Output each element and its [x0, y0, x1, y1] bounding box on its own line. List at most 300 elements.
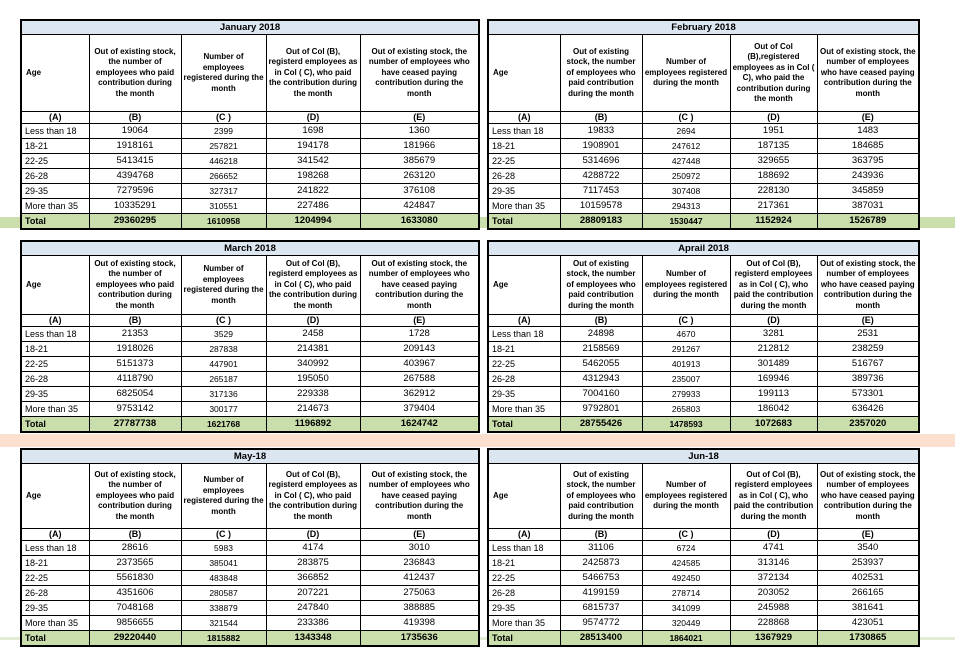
header-col-e: [817, 464, 919, 529]
value-cell: 376108: [360, 184, 479, 199]
value-cell: 385041: [181, 556, 266, 571]
column-letter-a: (A): [21, 315, 89, 327]
column-letter-b: (B): [89, 315, 181, 327]
header-age: [488, 464, 560, 529]
total-value: 27787738: [89, 417, 181, 433]
value-cell: 228130: [730, 184, 817, 199]
value-cell: 3540: [817, 541, 919, 556]
total-value: 28755426: [560, 417, 642, 433]
value-cell: 389736: [817, 372, 919, 387]
value-cell: 229338: [266, 387, 360, 402]
value-cell: 250972: [642, 169, 730, 184]
value-cell: 235007: [642, 372, 730, 387]
header-text: Number of employees registered during the month: [183, 475, 264, 516]
value-cell: 194178: [266, 139, 360, 154]
value-cell: 3281: [730, 327, 817, 342]
column-letter-a: (A): [488, 315, 560, 327]
value-cell: 228868: [730, 616, 817, 631]
header-age: [488, 256, 560, 315]
header-col-b: [560, 256, 642, 315]
age-cell: 26-28: [488, 169, 560, 184]
header-col-e: [360, 464, 479, 529]
table-may-18: [20, 448, 480, 647]
header-col-d: [730, 464, 817, 529]
header-col-d: [730, 35, 817, 112]
column-letter-e: (E): [360, 315, 479, 327]
value-cell: 19833: [560, 124, 642, 139]
total-value: 29360295: [89, 214, 181, 230]
value-cell: 2458: [266, 327, 360, 342]
value-cell: 1918026: [89, 342, 181, 357]
total-value: 1610958: [181, 214, 266, 230]
age-cell: 18-21: [21, 139, 89, 154]
header-col-b: [89, 256, 181, 315]
header-text: Out of existing stock, the number of employees who have ceased paying contribution during the month: [819, 469, 916, 521]
total-value: 1815882: [181, 631, 266, 647]
value-cell: 3529: [181, 327, 266, 342]
age-cell: More than 35: [21, 199, 89, 214]
total-label: Total: [488, 631, 560, 647]
header-text: Out of existing stock, the number of employees who paid contribution during the month: [94, 46, 176, 98]
value-cell: 423051: [817, 616, 919, 631]
value-cell: 3010: [360, 541, 479, 556]
value-cell: 5462055: [560, 357, 642, 372]
value-cell: 4312943: [560, 372, 642, 387]
header-col-d: [266, 256, 360, 315]
total-value: 1152924: [730, 214, 817, 230]
value-cell: 10159578: [560, 199, 642, 214]
value-cell: 278714: [642, 586, 730, 601]
value-cell: 4670: [642, 327, 730, 342]
table-title: February 2018: [488, 20, 919, 35]
value-cell: 24898: [560, 327, 642, 342]
value-cell: 402531: [817, 571, 919, 586]
value-cell: 7004160: [560, 387, 642, 402]
value-cell: 238259: [817, 342, 919, 357]
value-cell: 5151373: [89, 357, 181, 372]
age-cell: 18-21: [21, 556, 89, 571]
column-letter-d: (D): [266, 112, 360, 124]
header-text: Age: [493, 67, 509, 77]
header-text: Age: [493, 490, 509, 500]
header-col-c: [642, 256, 730, 315]
value-cell: 279933: [642, 387, 730, 402]
age-cell: 22-25: [21, 154, 89, 169]
total-label: Total: [21, 417, 89, 433]
header-col-b: [89, 35, 181, 112]
header-col-c: [181, 256, 266, 315]
header-col-b: [560, 464, 642, 529]
table-title: Aprail 2018: [488, 241, 919, 256]
header-text: Out of existing stock, the number of employees who have ceased paying contribution during the month: [368, 46, 470, 98]
table-february-2018: [487, 19, 920, 230]
value-cell: 199113: [730, 387, 817, 402]
value-cell: 447901: [181, 357, 266, 372]
value-cell: 345859: [817, 184, 919, 199]
header-text: Age: [26, 490, 42, 500]
header-col-e: [360, 35, 479, 112]
value-cell: 424847: [360, 199, 479, 214]
column-letter-e: (E): [817, 529, 919, 541]
header-age: [488, 35, 560, 112]
column-letter-b: (B): [560, 112, 642, 124]
column-letter-d: (D): [266, 529, 360, 541]
age-cell: Less than 18: [488, 541, 560, 556]
value-cell: 424585: [642, 556, 730, 571]
total-value: 1478593: [642, 417, 730, 433]
column-letter-d: (D): [266, 315, 360, 327]
value-cell: 209143: [360, 342, 479, 357]
header-text: Out of existing stock, the number of employees who paid contribution during the month: [566, 469, 636, 521]
value-cell: 198268: [266, 169, 360, 184]
total-value: 1735636: [360, 631, 479, 647]
age-cell: More than 35: [488, 616, 560, 631]
header-text: Out of existing stock, the number of employees who have ceased paying contribution during the month: [368, 469, 470, 521]
value-cell: 341099: [642, 601, 730, 616]
value-cell: 263120: [360, 169, 479, 184]
header-col-b: [89, 464, 181, 529]
value-cell: 1728: [360, 327, 479, 342]
column-letter-c: (C ): [181, 529, 266, 541]
value-cell: 362912: [360, 387, 479, 402]
value-cell: 265803: [642, 402, 730, 417]
table-title: May-18: [21, 449, 479, 464]
age-cell: Less than 18: [21, 541, 89, 556]
table-title: Jun-18: [488, 449, 919, 464]
age-cell: Less than 18: [21, 124, 89, 139]
value-cell: 214381: [266, 342, 360, 357]
value-cell: 6724: [642, 541, 730, 556]
value-cell: 2158569: [560, 342, 642, 357]
value-cell: 184685: [817, 139, 919, 154]
header-col-d: [266, 35, 360, 112]
table-jun-18: [487, 448, 920, 647]
value-cell: 446218: [181, 154, 266, 169]
value-cell: 245988: [730, 601, 817, 616]
value-cell: 227486: [266, 199, 360, 214]
age-cell: 22-25: [488, 154, 560, 169]
age-cell: 26-28: [488, 586, 560, 601]
age-cell: 26-28: [21, 169, 89, 184]
total-value: 1367929: [730, 631, 817, 647]
age-cell: Less than 18: [488, 124, 560, 139]
total-value: 1633080: [360, 214, 479, 230]
value-cell: 21353: [89, 327, 181, 342]
value-cell: 2694: [642, 124, 730, 139]
value-cell: 280587: [181, 586, 266, 601]
age-cell: More than 35: [21, 402, 89, 417]
total-label: Total: [488, 417, 560, 433]
header-text: Out of existing stock, the number of employees who have ceased paying contribution during the month: [368, 258, 470, 310]
value-cell: 247612: [642, 139, 730, 154]
value-cell: 253937: [817, 556, 919, 571]
peach-separator-band: [0, 434, 955, 447]
value-cell: 1918161: [89, 139, 181, 154]
value-cell: 9792801: [560, 402, 642, 417]
header-age: [21, 35, 89, 112]
value-cell: 313146: [730, 556, 817, 571]
total-value: 1864021: [642, 631, 730, 647]
age-cell: 22-25: [21, 571, 89, 586]
value-cell: 321544: [181, 616, 266, 631]
value-cell: 483848: [181, 571, 266, 586]
header-text: Out of Col (B), registerd employees as in Col ( C), who paid the contribution during the month: [268, 258, 358, 310]
age-cell: More than 35: [488, 199, 560, 214]
value-cell: 257821: [181, 139, 266, 154]
age-cell: 18-21: [21, 342, 89, 357]
value-cell: 1483: [817, 124, 919, 139]
header-text: Number of employees registered during the month: [644, 57, 728, 88]
value-cell: 203052: [730, 586, 817, 601]
value-cell: 181966: [360, 139, 479, 154]
value-cell: 207221: [266, 586, 360, 601]
value-cell: 291267: [642, 342, 730, 357]
header-col-c: [181, 464, 266, 529]
header-col-c: [642, 35, 730, 112]
column-letter-a: (A): [488, 529, 560, 541]
value-cell: 9753142: [89, 402, 181, 417]
column-letter-d: (D): [730, 112, 817, 124]
value-cell: 1908901: [560, 139, 642, 154]
value-cell: 2425873: [560, 556, 642, 571]
value-cell: 7279596: [89, 184, 181, 199]
column-letter-b: (B): [89, 529, 181, 541]
header-text: Out of existing stock, the number of employees who paid contribution during the month: [566, 46, 636, 98]
column-letter-b: (B): [560, 529, 642, 541]
column-letter-e: (E): [817, 112, 919, 124]
value-cell: 4118790: [89, 372, 181, 387]
total-value: 1526789: [817, 214, 919, 230]
header-col-b: [560, 35, 642, 112]
value-cell: 366852: [266, 571, 360, 586]
age-cell: 29-35: [21, 184, 89, 199]
total-value: 1343348: [266, 631, 360, 647]
age-cell: 29-35: [488, 601, 560, 616]
value-cell: 385679: [360, 154, 479, 169]
age-cell: 22-25: [21, 357, 89, 372]
value-cell: 19064: [89, 124, 181, 139]
value-cell: 4199159: [560, 586, 642, 601]
header-text: Out of Col (B), registerd employees as in Col ( C), who paid the contribution during the month: [268, 469, 358, 521]
value-cell: 266165: [817, 586, 919, 601]
age-cell: 22-25: [488, 357, 560, 372]
age-cell: 18-21: [488, 139, 560, 154]
value-cell: 2531: [817, 327, 919, 342]
value-cell: 5466753: [560, 571, 642, 586]
total-value: 1624742: [360, 417, 479, 433]
age-cell: 29-35: [488, 184, 560, 199]
column-letter-d: (D): [730, 315, 817, 327]
age-cell: 22-25: [488, 571, 560, 586]
value-cell: 275063: [360, 586, 479, 601]
age-cell: 26-28: [21, 586, 89, 601]
total-value: 1072683: [730, 417, 817, 433]
value-cell: 372134: [730, 571, 817, 586]
value-cell: 6815737: [560, 601, 642, 616]
value-cell: 266652: [181, 169, 266, 184]
header-text: Out of Col (B), registerd employees as in Col ( C), who paid the contribution during the month: [268, 46, 358, 98]
age-cell: 26-28: [21, 372, 89, 387]
table-march-2018: [20, 240, 480, 433]
value-cell: 4174: [266, 541, 360, 556]
header-text: Out of Col (B), registerd employees as in Col ( C), who paid the contribution during the month: [733, 469, 814, 521]
value-cell: 307408: [642, 184, 730, 199]
value-cell: 28616: [89, 541, 181, 556]
total-value: 29220440: [89, 631, 181, 647]
value-cell: 4351606: [89, 586, 181, 601]
value-cell: 492450: [642, 571, 730, 586]
header-text: Out of existing stock, the number of employees who have ceased paying contribution during the month: [819, 258, 916, 310]
header-col-e: [360, 256, 479, 315]
value-cell: 212812: [730, 342, 817, 357]
column-letter-c: (C ): [642, 112, 730, 124]
header-text: Number of employees registered during the month: [183, 264, 264, 305]
age-cell: More than 35: [21, 616, 89, 631]
header-age: [21, 464, 89, 529]
value-cell: 317136: [181, 387, 266, 402]
total-value: 28809183: [560, 214, 642, 230]
age-cell: 29-35: [488, 387, 560, 402]
value-cell: 387031: [817, 199, 919, 214]
value-cell: 31106: [560, 541, 642, 556]
value-cell: 188692: [730, 169, 817, 184]
column-letter-c: (C ): [181, 112, 266, 124]
value-cell: 412437: [360, 571, 479, 586]
value-cell: 310551: [181, 199, 266, 214]
header-text: Age: [26, 67, 42, 77]
total-value: 28513400: [560, 631, 642, 647]
value-cell: 388885: [360, 601, 479, 616]
value-cell: 301489: [730, 357, 817, 372]
value-cell: 267588: [360, 372, 479, 387]
value-cell: 5983: [181, 541, 266, 556]
header-col-e: [817, 256, 919, 315]
column-letter-e: (E): [360, 112, 479, 124]
column-letter-b: (B): [560, 315, 642, 327]
value-cell: 217361: [730, 199, 817, 214]
column-letter-e: (E): [360, 529, 479, 541]
header-text: Out of existing stock, the number of employees who paid contribution during the month: [94, 469, 176, 521]
value-cell: 243936: [817, 169, 919, 184]
age-cell: Less than 18: [21, 327, 89, 342]
header-text: Out of existing stock, the number of employees who paid contribution during the month: [566, 258, 636, 310]
age-cell: 26-28: [488, 372, 560, 387]
header-text: Age: [493, 279, 509, 289]
value-cell: 341542: [266, 154, 360, 169]
header-text: Number of employees registered during the month: [183, 52, 264, 93]
value-cell: 338879: [181, 601, 266, 616]
value-cell: 300177: [181, 402, 266, 417]
total-value: 2357020: [817, 417, 919, 433]
column-letter-b: (B): [89, 112, 181, 124]
age-cell: Less than 18: [488, 327, 560, 342]
column-letter-a: (A): [21, 529, 89, 541]
total-value: 1530447: [642, 214, 730, 230]
column-letter-c: (C ): [642, 529, 730, 541]
header-age: [21, 256, 89, 315]
value-cell: 329655: [730, 154, 817, 169]
header-text: Out of Col (B), registerd employees as in Col ( C), who paid the contribution during the month: [733, 258, 814, 310]
header-text: Number of employees registered during the month: [644, 269, 728, 300]
value-cell: 186042: [730, 402, 817, 417]
value-cell: 7048168: [89, 601, 181, 616]
value-cell: 427448: [642, 154, 730, 169]
column-letter-e: (E): [817, 315, 919, 327]
value-cell: 283875: [266, 556, 360, 571]
header-text: Out of existing stock, the number of employees who have ceased paying contribution during the month: [819, 46, 916, 98]
value-cell: 5413415: [89, 154, 181, 169]
value-cell: 573301: [817, 387, 919, 402]
age-cell: 18-21: [488, 342, 560, 357]
value-cell: 2373565: [89, 556, 181, 571]
value-cell: 214673: [266, 402, 360, 417]
value-cell: 247840: [266, 601, 360, 616]
total-label: Total: [21, 631, 89, 647]
header-col-e: [817, 35, 919, 112]
value-cell: 9574772: [560, 616, 642, 631]
header-col-d: [730, 256, 817, 315]
value-cell: 1698: [266, 124, 360, 139]
header-col-d: [266, 464, 360, 529]
value-cell: 7117453: [560, 184, 642, 199]
value-cell: 233386: [266, 616, 360, 631]
age-cell: 18-21: [488, 556, 560, 571]
value-cell: 5561830: [89, 571, 181, 586]
value-cell: 195050: [266, 372, 360, 387]
age-cell: 29-35: [21, 601, 89, 616]
value-cell: 381641: [817, 601, 919, 616]
table-title: January 2018: [21, 20, 479, 35]
age-cell: 29-35: [21, 387, 89, 402]
value-cell: 401913: [642, 357, 730, 372]
header-text: Age: [26, 279, 42, 289]
value-cell: 294313: [642, 199, 730, 214]
value-cell: 10335291: [89, 199, 181, 214]
value-cell: 419398: [360, 616, 479, 631]
table-aprail-2018: [487, 240, 920, 433]
total-value: 1621768: [181, 417, 266, 433]
value-cell: 327317: [181, 184, 266, 199]
value-cell: 403967: [360, 357, 479, 372]
value-cell: 4288722: [560, 169, 642, 184]
total-label: Total: [21, 214, 89, 230]
header-text: Out of Col (B),registered employees as in Col ( C), who paid the contribution during the month: [732, 41, 815, 103]
total-label: Total: [488, 214, 560, 230]
value-cell: 169946: [730, 372, 817, 387]
value-cell: 287838: [181, 342, 266, 357]
column-letter-a: (A): [488, 112, 560, 124]
header-col-c: [181, 35, 266, 112]
value-cell: 340992: [266, 357, 360, 372]
value-cell: 187135: [730, 139, 817, 154]
total-value: 1196892: [266, 417, 360, 433]
value-cell: 379404: [360, 402, 479, 417]
value-cell: 5314696: [560, 154, 642, 169]
value-cell: 241822: [266, 184, 360, 199]
value-cell: 2399: [181, 124, 266, 139]
table-january-2018: [20, 19, 480, 230]
value-cell: 4741: [730, 541, 817, 556]
column-letter-c: (C ): [642, 315, 730, 327]
value-cell: 636426: [817, 402, 919, 417]
header-text: Out of existing stock, the number of employees who paid contribution during the month: [94, 258, 176, 310]
table-title: March 2018: [21, 241, 479, 256]
value-cell: 363795: [817, 154, 919, 169]
value-cell: 9856655: [89, 616, 181, 631]
value-cell: 4394768: [89, 169, 181, 184]
total-value: 1730865: [817, 631, 919, 647]
age-cell: More than 35: [488, 402, 560, 417]
